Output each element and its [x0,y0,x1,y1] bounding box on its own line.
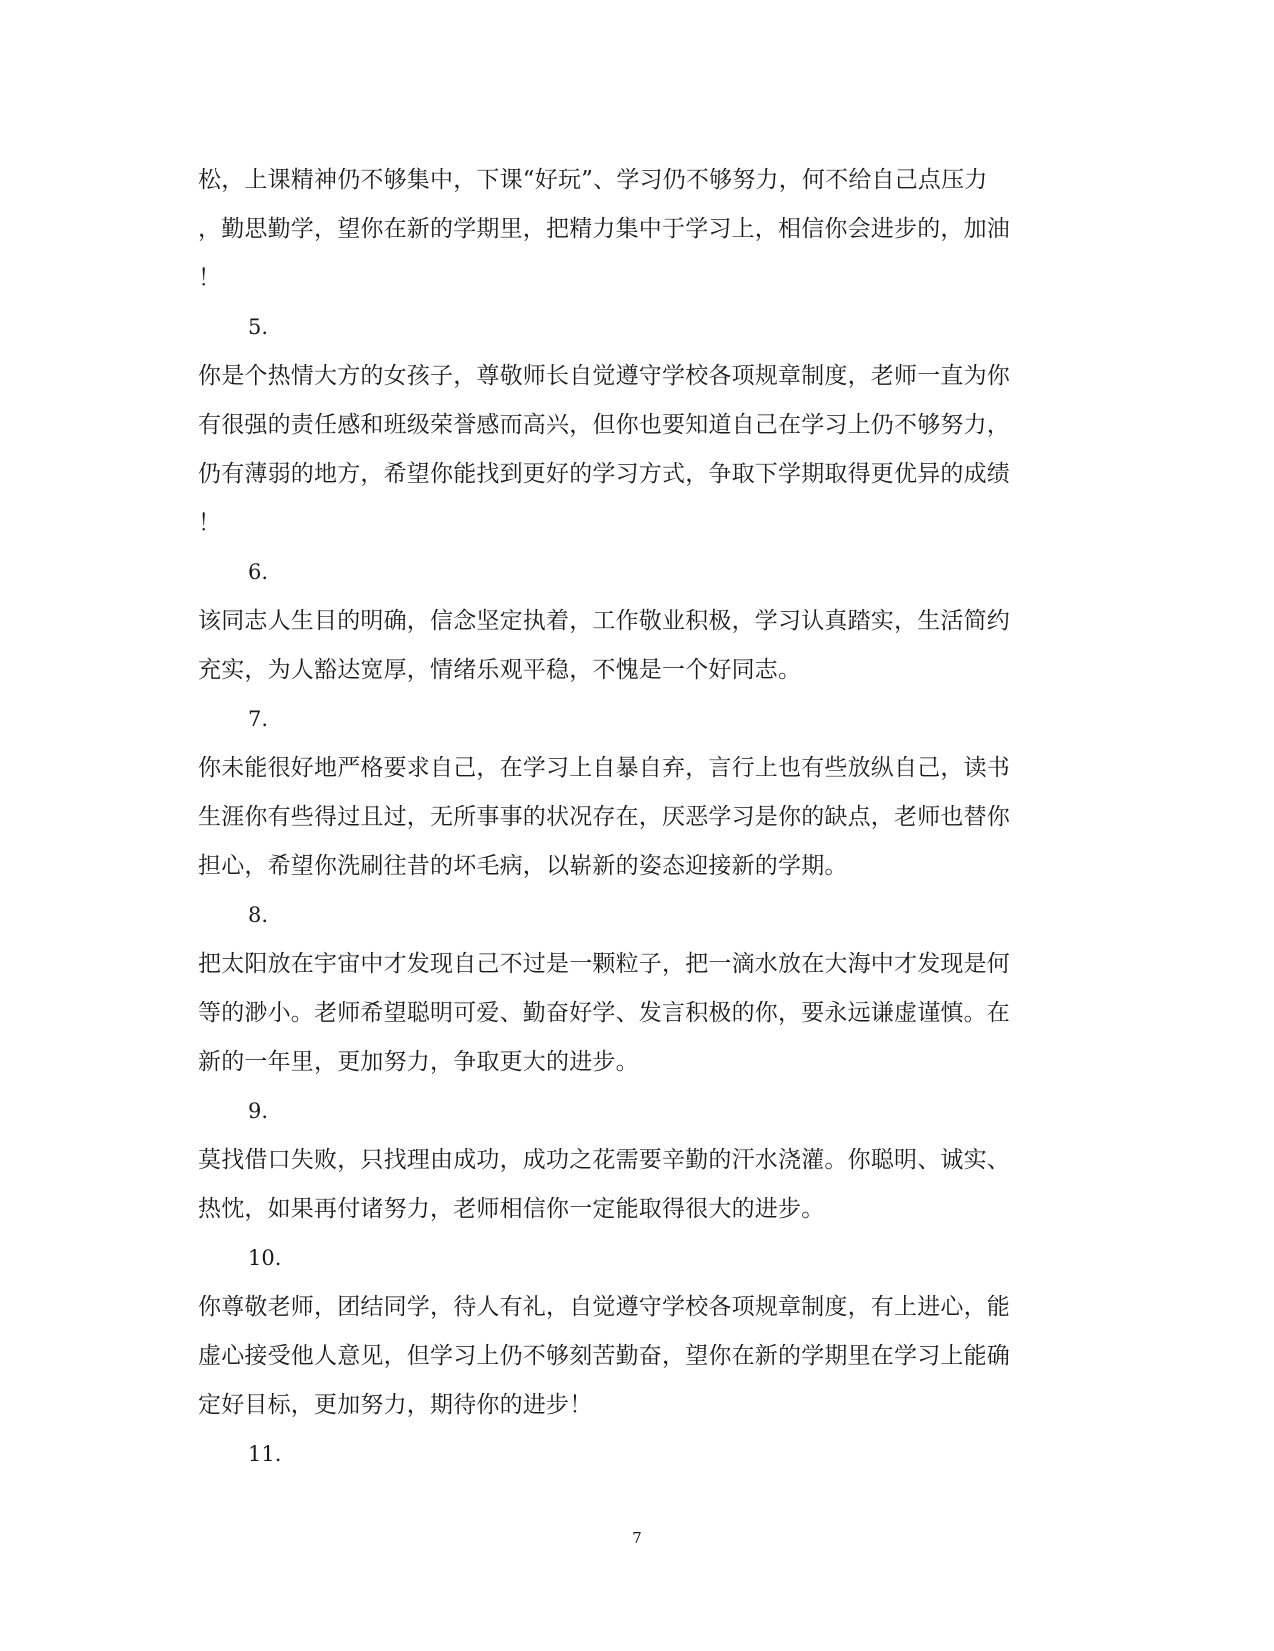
item-number: 9. [248,1099,269,1123]
text-line: ！ [198,510,222,536]
text-line: 有很强的责任感和班级荣誉感而高兴，但你也要知道自己在学习上仍不够努力， [198,412,1010,438]
text-line: 定好目标，更加努力，期待你的进步！ [198,1392,593,1418]
item-number: 8. [248,903,269,927]
page-number: 7 [632,1529,642,1547]
item-number: 5. [248,315,269,339]
text-line: 虚心接受他人意见，但学习上仍不够刻苦勤奋，望你在新的学期里在学习上能确 [198,1343,1010,1369]
text-line: 你未能很好地严格要求自己，在学习上自暴自弃，言行上也有些放纵自己，读书 [198,755,1010,781]
text-line: ，勤思勤学，望你在新的学期里，把精力集中于学习上，相信你会进步的，加油 [198,216,1010,242]
text-line: 莫找借口失败，只找理由成功，成功之花需要辛勤的汗水浇灌。你聪明、诚实、 [198,1147,1010,1173]
item-number: 10. [248,1246,282,1270]
text-line: 仍有薄弱的地方，希望你能找到更好的学习方式，争取下学期取得更优异的成绩 [198,461,1010,487]
text-line: 热忱，如果再付诸努力，老师相信你一定能取得很大的进步。 [198,1196,825,1222]
item-number: 11. [248,1442,282,1466]
text-line: 等的渺小。老师希望聪明可爱、勤奋好学、发言积极的你，要永远谦虚谨慎。在 [198,1000,1010,1026]
text-line: 担心，希望你洗刷往昔的坏毛病，以崭新的姿态迎接新的学期。 [198,853,848,879]
text-line: 你是个热情大方的女孩子，尊敬师长自觉遵守学校各项规章制度，老师一直为你 [198,363,1010,389]
item-number: 7. [248,707,269,731]
text-line: 松，上课精神仍不够集中，下课“好玩”、学习仍不够努力，何不给自己点压力 [198,167,988,193]
text-line: 充实，为人豁达宽厚，情绪乐观平稳，不愧是一个好同志。 [198,657,802,683]
text-line: 把太阳放在宇宙中才发现自己不过是一颗粒子，把一滴水放在大海中才发现是何 [198,951,1010,977]
text-line: ！ [198,265,222,291]
text-line: 新的一年里，更加努力，争取更大的进步。 [198,1049,639,1075]
text-line: 生涯你有些得过且过，无所事事的状况存在，厌恶学习是你的缺点，老师也替你 [198,804,1010,830]
item-number: 6. [248,560,269,584]
document-body [198,156,1078,1479]
text-line: 你尊敬老师，团结同学，待人有礼，自觉遵守学校各项规章制度，有上进心，能 [198,1294,1010,1320]
text-line: 该同志人生目的明确，信念坚定执着，工作敬业积极，学习认真踏实，生活简约 [198,608,1010,634]
